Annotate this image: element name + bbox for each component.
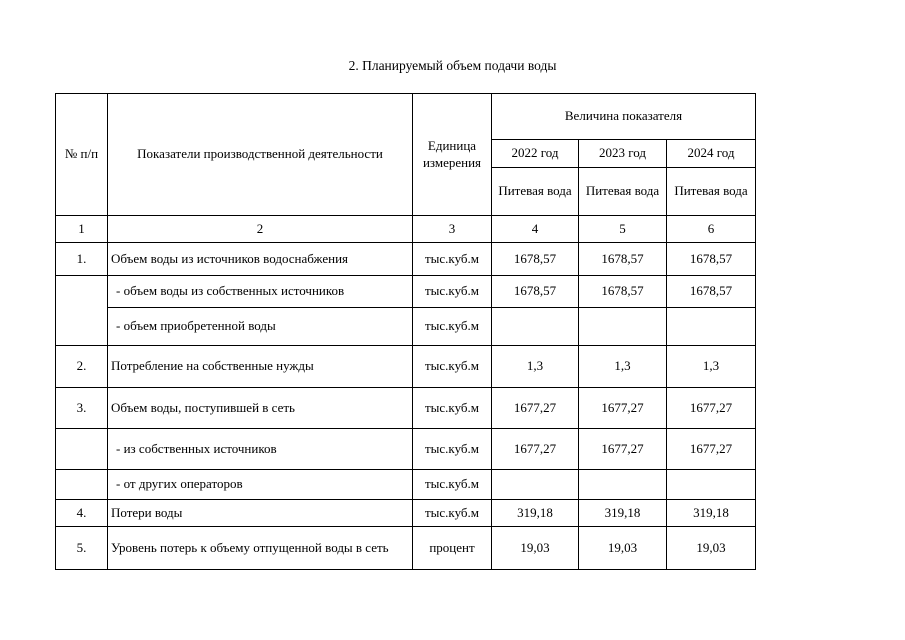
table-row — [56, 276, 756, 308]
column-number: 5 — [579, 216, 667, 243]
row-value: 319,18 — [579, 500, 667, 527]
column-number-row — [56, 216, 756, 243]
header-unit: Единица измерения — [413, 94, 492, 216]
row-unit: тыс.куб.м — [413, 243, 492, 276]
row-num — [56, 276, 108, 346]
column-number: 4 — [492, 216, 579, 243]
table-row — [56, 388, 756, 429]
row-label: Уровень потерь к объему отпущенной воды в сеть — [108, 527, 413, 570]
row-label: - объем приобретенной воды — [108, 308, 413, 346]
row-value: 19,03 — [579, 527, 667, 570]
row-value: 319,18 — [667, 500, 756, 527]
row-value — [579, 470, 667, 500]
row-value: 19,03 — [492, 527, 579, 570]
row-value: 1677,27 — [492, 388, 579, 429]
table-row — [56, 308, 756, 346]
document-title: 2. Планируемый объем подачи воды — [348, 58, 557, 73]
header-value-group: Величина показателя — [492, 94, 756, 140]
row-num: 5. — [56, 527, 108, 570]
table-row — [56, 243, 756, 276]
row-value: 1678,57 — [492, 276, 579, 308]
row-value: 1678,57 — [667, 243, 756, 276]
header-water-type: Питевая вода — [579, 168, 667, 216]
row-label: Объем воды, поступившей в сеть — [108, 388, 413, 429]
column-number: 1 — [56, 216, 108, 243]
row-num — [56, 470, 108, 500]
row-unit: тыс.куб.м — [413, 500, 492, 527]
row-label: - объем воды из собственных источников — [108, 276, 413, 308]
table-row — [56, 500, 756, 527]
column-number: 6 — [667, 216, 756, 243]
row-label: - из собственных источников — [108, 429, 413, 470]
table-row — [56, 346, 756, 388]
row-value — [492, 308, 579, 346]
header-year: 2024 год — [667, 140, 756, 168]
header-water-type: Питевая вода — [667, 168, 756, 216]
row-value: 19,03 — [667, 527, 756, 570]
header-year: 2022 год — [492, 140, 579, 168]
row-value: 1678,57 — [492, 243, 579, 276]
row-value: 1677,27 — [667, 429, 756, 470]
row-num — [56, 429, 108, 470]
row-value: 1677,27 — [667, 388, 756, 429]
row-num: 3. — [56, 388, 108, 429]
row-label: Потери воды — [108, 500, 413, 527]
row-unit: тыс.куб.м — [413, 470, 492, 500]
row-unit: тыс.куб.м — [413, 429, 492, 470]
row-value: 1677,27 — [579, 429, 667, 470]
row-value: 1,3 — [492, 346, 579, 388]
row-value: 1677,27 — [492, 429, 579, 470]
row-value: 1,3 — [667, 346, 756, 388]
row-value: 1678,57 — [579, 243, 667, 276]
row-label: Объем воды из источников водоснабжения — [108, 243, 413, 276]
table-row — [56, 429, 756, 470]
water-supply-table — [55, 93, 756, 570]
table-row — [56, 527, 756, 570]
row-value: 1678,57 — [667, 276, 756, 308]
row-label: - от других операторов — [108, 470, 413, 500]
row-unit: тыс.куб.м — [413, 276, 492, 308]
column-number: 3 — [413, 216, 492, 243]
row-label: Потребление на собственные нужды — [108, 346, 413, 388]
row-value — [667, 470, 756, 500]
row-unit: тыс.куб.м — [413, 308, 492, 346]
row-value — [667, 308, 756, 346]
column-number: 2 — [108, 216, 413, 243]
row-value: 1678,57 — [579, 276, 667, 308]
header-year: 2023 год — [579, 140, 667, 168]
header-indicator: Показатели производственной деятельности — [108, 94, 413, 216]
row-value: 1,3 — [579, 346, 667, 388]
row-num: 4. — [56, 500, 108, 527]
row-unit: тыс.куб.м — [413, 346, 492, 388]
row-value: 1677,27 — [579, 388, 667, 429]
header-water-type: Питевая вода — [492, 168, 579, 216]
row-value: 319,18 — [492, 500, 579, 527]
row-unit: тыс.куб.м — [413, 388, 492, 429]
table-row — [56, 470, 756, 500]
row-value — [492, 470, 579, 500]
header-num: № п/п — [56, 94, 108, 216]
row-value — [579, 308, 667, 346]
row-num: 1. — [56, 243, 108, 276]
row-unit: процент — [413, 527, 492, 570]
row-num: 2. — [56, 346, 108, 388]
